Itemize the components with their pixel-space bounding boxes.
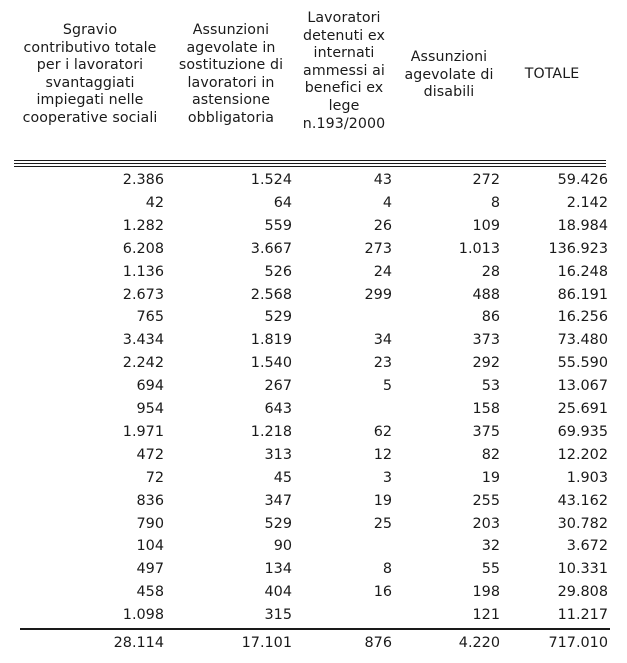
table-cell: 8 (490, 194, 500, 211)
table-row (0, 305, 627, 329)
table-cell: 255 (472, 492, 500, 509)
header-bottom-rule (14, 166, 606, 167)
table-row (0, 214, 627, 238)
table-cell: 292 (472, 355, 500, 372)
header-bottom-rule (14, 163, 606, 164)
table-cell: 273 (364, 240, 392, 257)
table-cell: 472 (136, 446, 164, 463)
table-cell: 104 (136, 538, 164, 555)
table-cell: 23 (373, 355, 392, 372)
table-cell: 559 (264, 217, 292, 234)
table-row (0, 580, 627, 604)
table-cell: 1.971 (122, 423, 164, 440)
table-row (0, 420, 627, 444)
table-cell: 315 (264, 607, 292, 624)
table-row (0, 168, 627, 192)
table-cell: 488 (472, 286, 500, 303)
table-cell: 136.923 (548, 240, 608, 257)
table-cell: 158 (472, 401, 500, 417)
table-cell: 59.426 (557, 172, 608, 188)
table-cell: 2.242 (122, 355, 164, 372)
table-cell: 24 (373, 263, 392, 280)
table-cell: 16.256 (557, 309, 608, 326)
table-row (0, 283, 627, 307)
table-row (0, 557, 627, 581)
table-row (0, 237, 627, 261)
table-cell: 643 (264, 401, 292, 417)
table-cell: 765 (136, 309, 164, 326)
total-cell: 28.114 (113, 635, 164, 651)
table-cell: 28 (481, 263, 500, 280)
table-cell: 19 (481, 469, 500, 486)
column-header-assunzioni-sostituzione: Assunzioni agevolate in sostituzione di lavoratori in astensione obbligatoria (178, 22, 284, 126)
table-cell: 1.136 (122, 263, 164, 280)
table-cell: 11.217 (557, 607, 608, 624)
table-cell: 55.590 (557, 355, 608, 372)
table-cell: 55 (481, 561, 500, 578)
table-cell: 347 (264, 492, 292, 509)
table-cell: 121 (472, 607, 500, 624)
table-cell: 2.673 (122, 286, 164, 303)
table-cell: 1.524 (250, 172, 292, 188)
table-cell: 45 (273, 469, 292, 486)
column-header-assunzioni-disabili: Assunzioni agevolate di disabili (404, 49, 494, 101)
column-header-sgravio: Sgravio contributivo totale per i lavoratori svantaggiati impiegati nelle cooperative sociali (22, 22, 158, 126)
total-cell: 4.220 (458, 635, 500, 651)
table-cell: 313 (264, 446, 292, 463)
table-cell: 8 (382, 561, 392, 578)
table-cell: 19 (373, 492, 392, 509)
table-row (0, 603, 627, 627)
table-cell: 25.691 (557, 401, 608, 417)
table-cell: 34 (373, 332, 392, 349)
table-cell: 73.480 (557, 332, 608, 349)
table-cell: 69.935 (557, 423, 608, 440)
table-row (0, 443, 627, 467)
table-cell: 267 (264, 378, 292, 395)
table-cell: 458 (136, 584, 164, 601)
table-cell: 1.098 (122, 607, 164, 624)
table-cell: 3.434 (122, 332, 164, 349)
table-cell: 42 (145, 194, 164, 211)
table-row (0, 466, 627, 490)
table-cell: 4 (382, 194, 392, 211)
table-cell: 1.218 (250, 423, 292, 440)
table-row (0, 374, 627, 398)
column-header-lavoratori-detenuti: Lavoratori detenuti ex internati ammessi ai benefici ex lege n.193/2000 (302, 10, 386, 132)
table-row (0, 512, 627, 536)
table-cell: 373 (472, 332, 500, 349)
table-cell: 836 (136, 492, 164, 509)
table-row (0, 191, 627, 215)
table-cell: 86.191 (557, 286, 608, 303)
table-cell: 790 (136, 515, 164, 532)
total-cell: 876 (364, 635, 392, 651)
table-cell: 1.819 (250, 332, 292, 349)
table-cell: 375 (472, 423, 500, 440)
table-cell: 529 (264, 309, 292, 326)
table-cell: 198 (472, 584, 500, 601)
table-row (0, 534, 627, 558)
table-cell: 2.568 (250, 286, 292, 303)
table-cell: 30.782 (557, 515, 608, 532)
column-header-totale: TOTALE (524, 66, 580, 82)
table-row (0, 397, 627, 421)
table-cell: 1.013 (458, 240, 500, 257)
table-cell: 53 (481, 378, 500, 395)
table-cell: 526 (264, 263, 292, 280)
table-cell: 90 (273, 538, 292, 555)
table-cell: 29.808 (557, 584, 608, 601)
table-cell: 13.067 (557, 378, 608, 395)
table-cell: 404 (264, 584, 292, 601)
table-cell: 5 (382, 378, 392, 395)
totals-row (0, 630, 627, 656)
table-cell: 18.984 (557, 217, 608, 234)
total-cell: 717.010 (548, 635, 608, 651)
table-cell: 299 (364, 286, 392, 303)
table-cell: 1.903 (566, 469, 608, 486)
table-row (0, 328, 627, 352)
table-cell: 26 (373, 217, 392, 234)
table-cell: 2.386 (122, 172, 164, 188)
table-cell: 1.282 (122, 217, 164, 234)
table-row (0, 260, 627, 284)
table-cell: 203 (472, 515, 500, 532)
table-cell: 25 (373, 515, 392, 532)
table-row (0, 489, 627, 513)
table-cell: 10.331 (557, 561, 608, 578)
table-cell: 12 (373, 446, 392, 463)
table-cell: 12.202 (557, 446, 608, 463)
table-cell: 497 (136, 561, 164, 578)
total-cell: 17.101 (241, 635, 292, 651)
table-cell: 72 (145, 469, 164, 486)
table-cell: 32 (481, 538, 500, 555)
table-cell: 64 (273, 194, 292, 211)
table-cell: 954 (136, 401, 164, 417)
table-cell: 3.667 (250, 240, 292, 257)
table-cell: 3.672 (566, 538, 608, 555)
table-cell: 2.142 (566, 194, 608, 211)
table-cell: 6.208 (122, 240, 164, 257)
header-top-rule (14, 160, 606, 161)
table-cell: 3 (382, 469, 392, 486)
table-cell: 134 (264, 561, 292, 578)
table-cell: 43.162 (557, 492, 608, 509)
table-cell: 529 (264, 515, 292, 532)
table-cell: 86 (481, 309, 500, 326)
table-cell: 272 (472, 172, 500, 188)
table-cell: 694 (136, 378, 164, 395)
table-cell: 62 (373, 423, 392, 440)
table-cell: 16.248 (557, 263, 608, 280)
table-cell: 82 (481, 446, 500, 463)
table-cell: 109 (472, 217, 500, 234)
table-cell: 1.540 (250, 355, 292, 372)
table-cell: 43 (373, 172, 392, 188)
table-cell: 16 (373, 584, 392, 601)
table-row (0, 351, 627, 375)
